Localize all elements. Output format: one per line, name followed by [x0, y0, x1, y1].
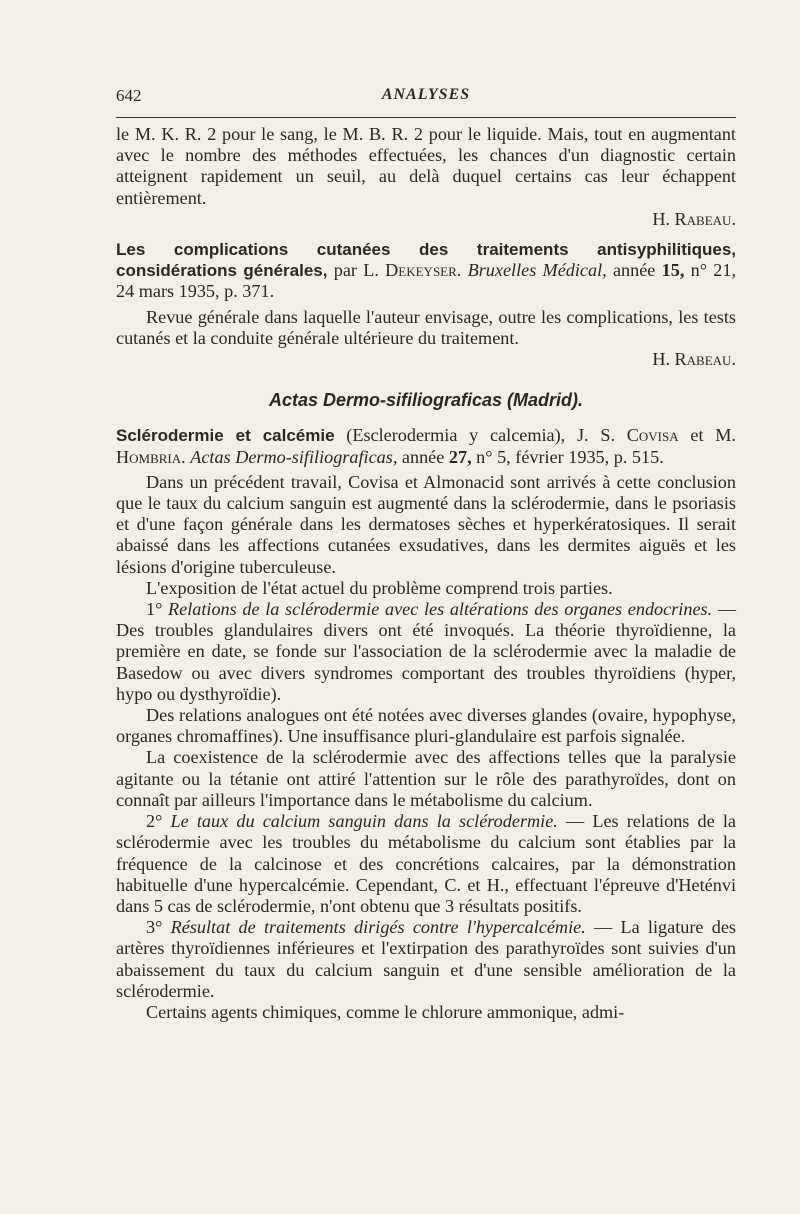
- journal-name: Bruxelles Médical,: [467, 260, 607, 281]
- abstract-entry-sclerodermie: Sclérodermie et calcémie (Esclerodermia y calcemia), J. S. Covisa et M. Hombria. Actas Dermo-sifiliograficas, année 27, n° 5, février 1935, p. 515.: [116, 425, 736, 467]
- entry-title: Sclérodermie et calcémie: [116, 426, 335, 446]
- paragraph: 3° Résultat de traitements dirigés contre l'hypercalcémie. — La ligature des artères thyroïdiennes inférieures et l'extirpation des parathyroïdes sont suivies d'un abaissement du taux du calcium sanguin et d'une sensible amélioration de la sclérodermie.: [116, 917, 736, 1001]
- abstract-entry-complications: Les complications cutanées des traitements antisyphilitiques, considérations générales, par L. Dekeyser. Bruxelles Médical, année 15, n° 21, 24 mars 1935, p. 371.: [116, 240, 737, 302]
- volume: 15,: [661, 260, 685, 281]
- paragraph: L'exposition de l'état actuel du problème comprend trois parties.: [146, 577, 613, 598]
- paragraph: 1° Relations de la sclérodermie avec les altérations des organes endocrines. — Des troubles glandulaires divers ont été invoqués. La théorie thyroïdienne, la première en date, se fonde sur l'association de la sclérodermie avec la maladie de Basedow ou avec divers syndromes comportant des troubles thyroïdiens (hyper, hypo ou dysthyroïdie).: [116, 599, 737, 704]
- page-number: 642: [116, 86, 142, 105]
- entry-title: Les complications cutanées des traitements antisyphilitiques, considérations générales,: [116, 240, 736, 281]
- entry-author: L. Dekeyser.: [363, 260, 462, 281]
- section-heading: Actas Dermo-sifiliograficas (Madrid).: [268, 390, 584, 411]
- paragraph: Des relations analogues ont été notées avec diverses glandes (ovaire, hypophyse, organes chromaffines). Une insuffisance pluri-glandulaire est parfois signalée.: [116, 705, 736, 747]
- header-rule: [116, 117, 736, 118]
- paragraph: La coexistence de la sclérodermie avec des affections telles que la paralysie agitante ou la tétanie ont attiré l'attention sur le rôle des parathyroïdes, dont on connaît par ailleurs l'importance dans le métabolisme du calcium.: [116, 747, 736, 810]
- entry-author: J. S. Covisa: [576, 425, 679, 446]
- signature-rabeau-1: H. Rabeau.: [652, 208, 736, 229]
- continued-text: le M. K. R. 2 pour le sang, le M. B. R. 2 pour le liquide. Mais, tout en augmentant avec le nombre des méthodes effectuées, les chances d'un diagnostic certain atteignent rapidement un seuil, au delà duquel certains cas leur échappent entièrement.: [116, 124, 736, 208]
- running-title: ANALYSES: [381, 86, 471, 103]
- volume: 27,: [448, 446, 472, 467]
- page-body: [116, 124, 736, 1023]
- journal-name: Actas Dermo-sifiliograficas,: [190, 446, 398, 467]
- signature-rabeau-2: H. Rabeau.: [652, 349, 736, 370]
- page-header: [116, 86, 736, 108]
- entry-summary: Revue générale dans laquelle l'auteur envisage, outre les complications, les tests cutanés et la conduite générale ultérieure du traitement.: [116, 306, 736, 348]
- subsection-heading: Relations de la sclérodermie avec les altérations des organes endocrines.: [168, 599, 713, 620]
- subsection-heading: Résultat de traitements dirigés contre l'hypercalcémie.: [170, 917, 586, 938]
- entry-author: M. Hombria.: [116, 425, 736, 467]
- paragraph: 2° Le taux du calcium sanguin dans la sclérodermie. — Les relations de la sclérodermie avec les troubles du métabolisme du calcium sont établies par la fréquence de la calcinose et des concrétions calcaires, par la démonstration habituelle d'une hypercalcémie. Cependant, C. et H., effectuant l'épreuve d'Heténvi dans 5 cas de sclérodermie, n'ont obtenu que 3 résultats positifs.: [116, 811, 736, 916]
- paragraph: Certains agents chimiques, comme le chlorure ammonique, admi-: [146, 1001, 625, 1022]
- subsection-heading: Le taux du calcium sanguin dans la sclérodermie.: [170, 811, 558, 832]
- paragraph: Dans un précédent travail, Covisa et Almonacid sont arrivés à cette conclusion que le taux du calcium sanguin est augmenté dans la sclérodermie, dans le psoriasis et d'une façon générale dans les dermatoses sèches et hyperkératosiques. Il serait abaissé dans les affections cutanées exsudatives, dans les dermites aiguës et les lésions d'origine tuberculeuse.: [116, 471, 736, 577]
